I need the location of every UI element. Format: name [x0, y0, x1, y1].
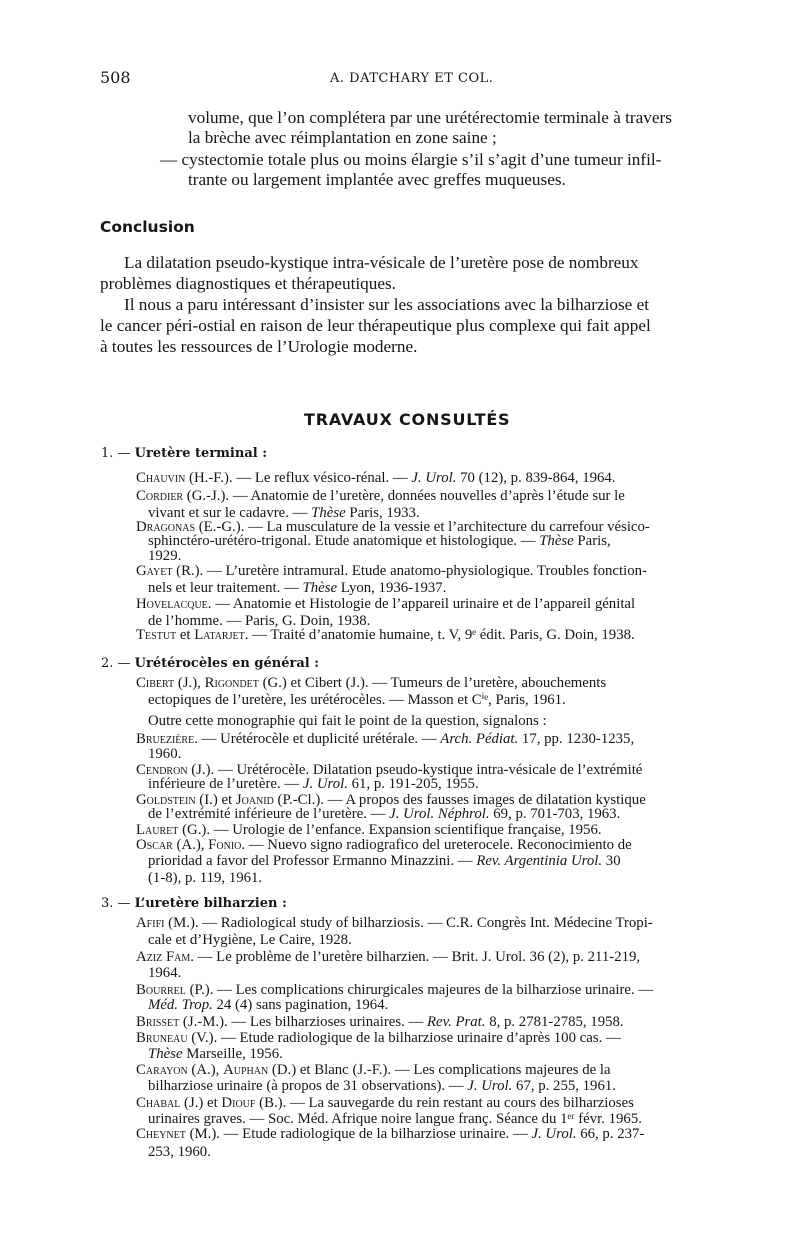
ref-italic: Thèse	[148, 1046, 183, 1062]
section-number: 2. —	[101, 656, 135, 671]
ref-tail: . — Le problème de l’uretère bilharzien. — Brit. J. Urol. 36 (2), p. 211-219,	[190, 949, 641, 965]
reference-line	[136, 488, 625, 505]
ref-rest: prioridad a favor del Professor Ermanno Minazzini. —	[148, 853, 477, 869]
ref-author: Chauvin	[136, 470, 186, 486]
ref-tail: 70 (12), p. 839-864, 1964.	[456, 470, 616, 486]
ref-tail: 61, p. 191-205, 1955.	[347, 776, 479, 792]
reference-section-heading	[101, 446, 267, 461]
ref-author2: Auphan	[223, 1062, 269, 1078]
ref-rest: (G.-J.). — Anatomie de l’uretère, données nouvelles d’après l’étude sur le	[183, 488, 625, 504]
reference-line	[136, 675, 606, 692]
ref-tail: 67, p. 255, 1961.	[512, 1078, 616, 1094]
ref-author: Oscar	[136, 837, 173, 853]
conclusion-line: à toutes les ressources de l’Urologie moderne.	[100, 337, 418, 356]
ref-rest: (M.). — Radiological study of bilharziosis. — C.R. Congrès Int. Médecine Tropi-	[164, 915, 653, 931]
ref-rest: urinaires graves. — Soc. Méd. Afrique noire langue franç. Séance du 1ᵉʳ févr. 1965.	[148, 1111, 642, 1127]
continuation-line: trante ou largement implantée avec greffes muqueuses.	[188, 170, 566, 189]
ref-tail: (D.) et Blanc (J.-F.). — Les complications majeures de la	[268, 1062, 611, 1078]
ref-rest: 1960.	[148, 746, 182, 762]
ref-italic: Thèse	[539, 533, 574, 549]
section-title: Uretère terminal :	[134, 446, 268, 461]
ref-rest: 1929.	[148, 548, 182, 564]
reference-line	[136, 470, 616, 487]
ref-tail: (B.). — La sauvegarde du rein restant au cours des bilharzioses	[255, 1095, 634, 1111]
ref-author: Chabal	[136, 1095, 181, 1111]
ref-italic: Arch. Pédiat.	[440, 731, 519, 747]
ref-author: Lauret	[136, 822, 179, 838]
section-number: 3. —	[101, 896, 135, 911]
ref-italic: Rev. Argentinia Urol.	[476, 853, 603, 869]
ref-italic: J. Urol.	[302, 776, 348, 792]
section-title: L’uretère bilharzien :	[134, 896, 287, 911]
ref-author: Cendron	[136, 762, 188, 778]
ref-author2: Rigondet	[204, 675, 259, 691]
ref-rest: cale et d’Hygiène, Le Caire, 1928.	[148, 932, 352, 948]
conclusion-line: Il nous a paru intéressant d’insister sur les associations avec la bilharziose et	[124, 295, 650, 314]
reference-line	[148, 776, 479, 793]
reference-line	[148, 806, 620, 823]
ref-rest: (E.-G.). — La musculature de la vessie et l’architecture du carrefour vésico-	[195, 519, 650, 535]
ref-tail: . — Nuevo signo radiografico del ureterocele. Reconocimiento de	[241, 837, 632, 853]
ref-tail: 17, pp. 1230-1235,	[518, 731, 635, 747]
conclusion-line: La dilatation pseudo-kystique intra-vésicale de l’uretère pose de nombreux	[124, 253, 639, 272]
reference-line	[136, 1014, 624, 1031]
reference-line	[136, 1095, 634, 1112]
ref-tail: 30	[602, 853, 621, 869]
ref-author2: Joanid	[235, 792, 274, 808]
ref-author2: Fam	[165, 949, 191, 965]
ref-rest: (I.) et	[195, 792, 236, 808]
ref-rest: (R.). — L’uretère intramural. Etude anatomo-physiologique. Troubles fonction-	[172, 563, 647, 579]
conclusion-line: problèmes diagnostiques et thérapeutiques.	[100, 274, 396, 293]
conclusion-heading: Conclusion	[100, 218, 195, 236]
ref-italic: Rev. Prat.	[427, 1014, 486, 1030]
ref-author: Goldstein	[136, 792, 196, 808]
reference-line	[148, 713, 547, 730]
ref-rest: Outre cette monographie qui fait le point de la question, signalons :	[148, 713, 547, 729]
ref-author: Bruneau	[136, 1030, 188, 1046]
running-head: A. DATCHARY ET COL.	[330, 71, 494, 86]
reference-line	[148, 870, 262, 887]
references-heading: TRAVAUX CONSULTÉS	[304, 410, 511, 429]
ref-author2: Fonio	[208, 837, 242, 853]
ref-italic: J. Urol.	[467, 1078, 513, 1094]
ref-author: Afifi	[136, 915, 165, 931]
reference-line	[148, 853, 621, 870]
ref-rest: (A.),	[187, 1062, 224, 1078]
ref-rest: (V.). — Etude radiologique de la bilharziose urinaire d’après 100 cas. —	[187, 1030, 621, 1046]
ref-rest: inférieure de l’uretère. —	[148, 776, 303, 792]
reference-section-heading	[101, 896, 287, 911]
ref-rest: de l’extrémité inférieure de l’uretère. —	[148, 806, 390, 822]
reference-line	[148, 1078, 616, 1095]
ref-italic: J. Urol.	[411, 470, 457, 486]
section-title: Urétérocèles en général :	[134, 656, 320, 671]
conclusion-line: le cancer péri-ostial en raison de leur thérapeutique plus complexe qui fait appel	[100, 316, 651, 335]
ref-tail: 69, p. 701-703, 1963.	[489, 806, 621, 822]
ref-tail: Paris, 1933.	[345, 505, 420, 521]
ref-author: Brisset	[136, 1014, 180, 1030]
reference-line	[136, 949, 640, 966]
ref-author: Cibert	[136, 675, 175, 691]
ref-italic: J. Urol.	[531, 1126, 577, 1142]
ref-rest: ectopiques de l’uretère, les urétérocèles. — Masson et Cⁱᵉ, Paris, 1961.	[148, 692, 566, 708]
reference-line	[136, 627, 635, 644]
ref-rest: de l’homme. — Paris, G. Doin, 1938.	[148, 613, 371, 629]
reference-line	[136, 837, 632, 854]
reference-line	[148, 580, 446, 597]
page-number: 508	[100, 68, 131, 87]
ref-rest: . — Urétérocèle et duplicité urétérale. —	[194, 731, 441, 747]
ref-rest: nels et leur traitement. —	[148, 580, 303, 596]
ref-rest: vivant et sur le cadavre. —	[148, 505, 312, 521]
ref-author: Bruezière	[136, 731, 195, 747]
ref-author2: Latarjet	[194, 627, 245, 643]
ref-tail: 8, p. 2781-2785, 1958.	[485, 1014, 624, 1030]
reference-line	[148, 932, 352, 949]
reference-section-heading	[101, 656, 319, 671]
ref-author: Cordier	[136, 488, 184, 504]
ref-italic: Thèse	[311, 505, 346, 521]
ref-tail: (G.) et Cibert (J.). — Tumeurs de l’uretère, abouchements	[258, 675, 607, 691]
ref-tail: Marseille, 1956.	[182, 1046, 283, 1062]
ref-italic: Thèse	[302, 580, 338, 596]
ref-tail: 66, p. 237-	[576, 1126, 645, 1142]
ref-rest: bilharziose urinaire (à propos de 31 observations). —	[148, 1078, 468, 1094]
reference-line	[136, 1126, 644, 1143]
reference-line	[148, 965, 181, 982]
ref-author: Cheynet	[136, 1126, 186, 1142]
ref-rest: (J.). — Urétérocèle. Dilatation pseudo-kystique intra-vésicale de l’extrémité	[187, 762, 643, 778]
ref-rest: (P.). — Les complications chirurgicales majeures de la bilharziose urinaire. —	[185, 982, 654, 998]
ref-tail: Lyon, 1936-1937.	[337, 580, 447, 596]
ref-tail: 24 (4) sans pagination, 1964.	[212, 997, 389, 1013]
reference-line	[148, 746, 181, 763]
ref-rest: 1964.	[148, 965, 182, 981]
ref-rest: (M.). — Etude radiologique de la bilharziose urinaire. —	[185, 1126, 532, 1142]
ref-rest: (G.). — Urologie de l’enfance. Expansion scientifique française, 1956.	[178, 822, 602, 838]
ref-rest: (J.) et	[180, 1095, 222, 1111]
ref-tail: . — Traité d’anatomie humaine, t. V, 9ᵉ édit. Paris, G. Doin, 1938.	[244, 627, 635, 643]
ref-italic: Méd. Trop.	[148, 997, 213, 1013]
ref-rest: (J.-M.). — Les bilharzioses urinaires. —	[179, 1014, 428, 1030]
reference-line	[136, 915, 653, 932]
reference-line	[148, 533, 611, 550]
ref-author: Carayon	[136, 1062, 188, 1078]
ref-author: Hovelacque	[136, 596, 208, 612]
ref-rest: (H.-F.). — Le reflux vésico-rénal. —	[185, 470, 412, 486]
ref-rest: . — Anatomie et Histologie de l’appareil urinaire et de l’appareil génital	[207, 596, 636, 612]
ref-tail: Paris,	[573, 533, 611, 549]
ref-rest: sphinctéro-urétéro-trigonal. Etude anatomique et histologique. —	[148, 533, 540, 549]
ref-author: Testut	[136, 627, 177, 643]
ref-rest: 253, 1960.	[148, 1144, 211, 1160]
continuation-line: la brèche avec réimplantation en zone saine ;	[188, 128, 497, 147]
reference-line	[148, 691, 566, 709]
reference-line	[136, 1030, 621, 1047]
ref-author: Aziz	[136, 949, 163, 965]
ref-rest: (1-8), p. 119, 1961.	[148, 870, 263, 886]
reference-line	[148, 1046, 283, 1063]
ref-author: Dragonas	[136, 519, 196, 535]
ref-author: Gayet	[136, 563, 173, 579]
reference-line	[136, 731, 634, 748]
reference-line	[136, 596, 635, 613]
ref-tail: (P.-Cl.). — A propos des fausses images de dilatation kystique	[273, 792, 646, 808]
reference-line	[136, 1062, 611, 1079]
reference-line	[136, 563, 647, 580]
continuation-line: volume, que l’on complétera par une urétérectomie terminale à travers	[188, 108, 672, 127]
section-number: 1. —	[101, 446, 135, 461]
reference-line	[148, 997, 388, 1014]
ref-author2: Diouf	[221, 1095, 256, 1111]
ref-rest: (J.),	[174, 675, 205, 691]
ref-rest: et	[176, 627, 195, 643]
ref-rest: (A.),	[172, 837, 209, 853]
ref-author: Bourrel	[136, 982, 186, 998]
reference-line	[148, 1144, 211, 1161]
ref-italic: J. Urol. Néphrol.	[389, 806, 490, 822]
continuation-line: — cystectomie totale plus ou moins élargie s’il s’agit d’une tumeur infil-	[160, 150, 662, 169]
